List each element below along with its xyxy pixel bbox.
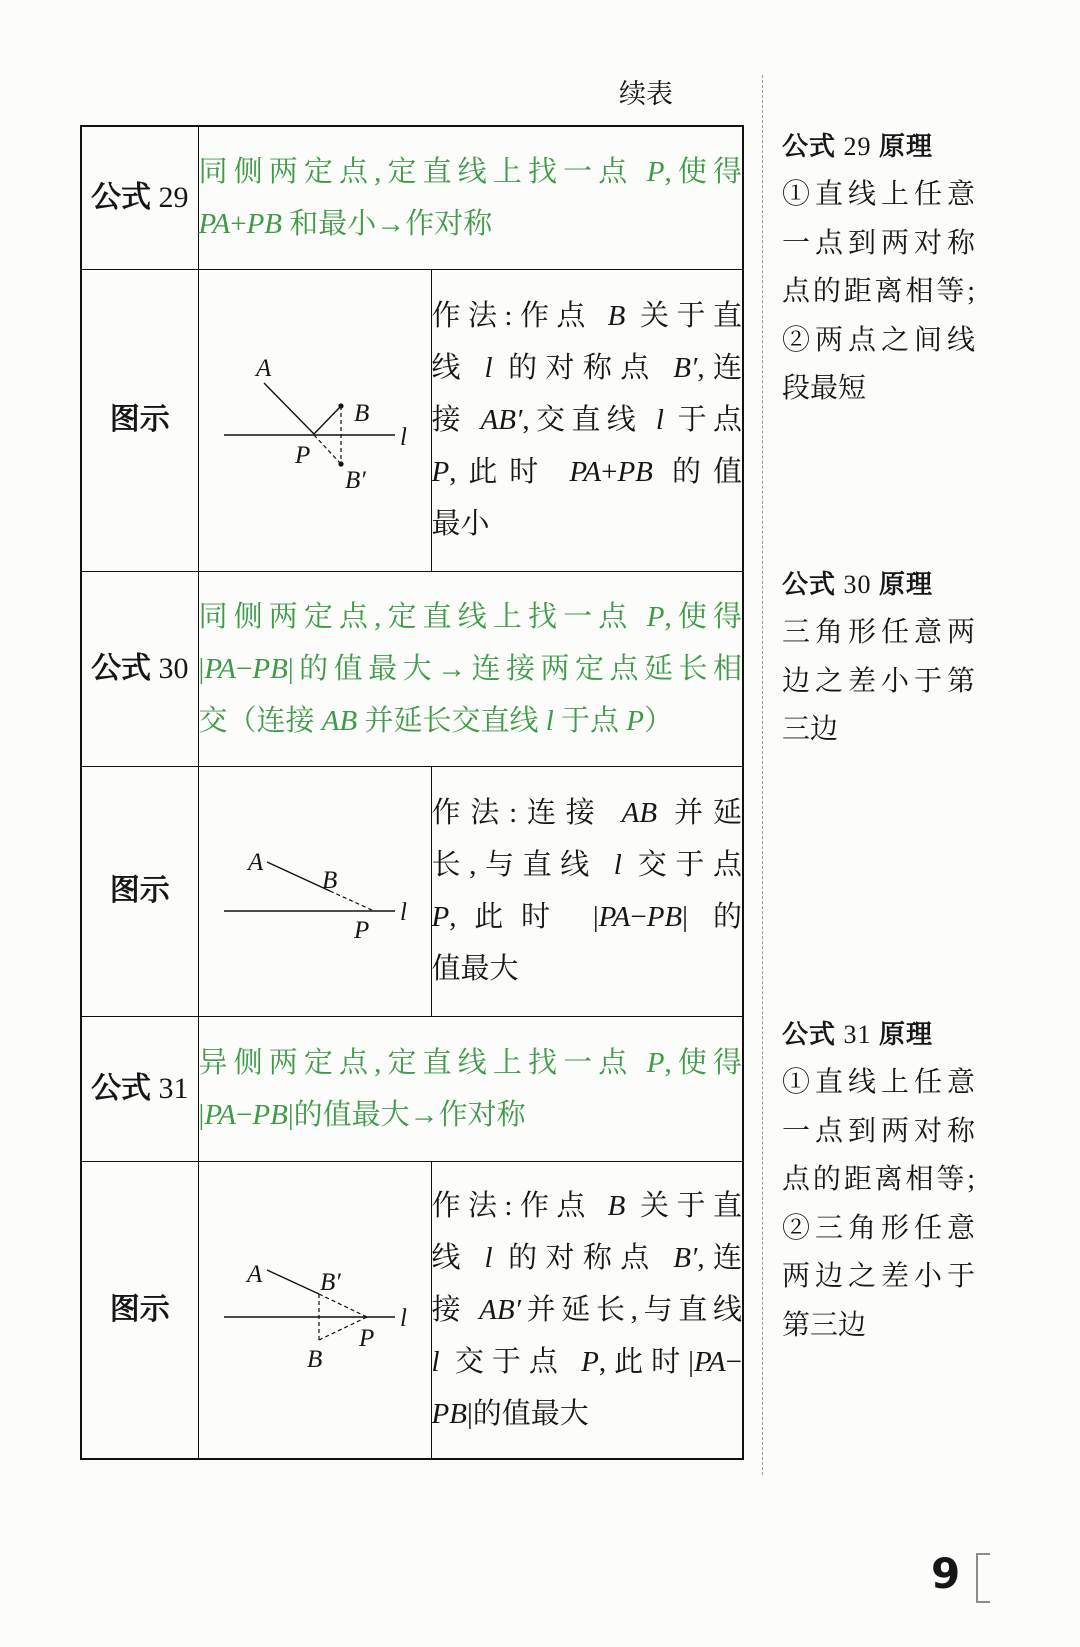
principle-line: 三边 (782, 714, 839, 745)
figure-label-cell (81, 766, 198, 1016)
extended-line-diagram (199, 767, 432, 1015)
label-l: l (399, 423, 407, 451)
segment-ap (264, 383, 314, 434)
segment-b-prime-p (319, 1294, 367, 1317)
method-line: 线 l 的对称点 B′,连 (431, 352, 742, 384)
formula-line: 同侧两定点,定直线上找一点 P,使得 (198, 600, 742, 633)
principle-line: 一点到两对称 (782, 227, 975, 259)
principle-line: 一点到两对称 (782, 1115, 975, 1147)
method-line: 作法:作点 B 关于直 (431, 1189, 742, 1222)
principle-30-note (782, 561, 975, 755)
label-b: B (306, 1345, 322, 1373)
point-b-dot (338, 403, 343, 408)
method-line: P,此时 PA+PB 的值 (431, 456, 742, 488)
method-cell (431, 1161, 743, 1459)
label-a: A (246, 1260, 262, 1288)
principle-31-note (782, 1011, 975, 1350)
principle-title: 公式 31 原理 (782, 1020, 934, 1049)
figure-31-row (81, 1161, 743, 1459)
figure-label: 图示 (109, 403, 170, 436)
label-b-prime: B′ (319, 1268, 341, 1296)
formula-line: |PA−PB|的值最大→作对称 (198, 1098, 526, 1131)
principle-line: 两边之差小于 (782, 1261, 975, 1292)
principle-line: 段最短 (782, 373, 867, 404)
method-line: 长,与直线 l 交于点 (431, 849, 742, 881)
method-line: l 交于点 P,此时|PA− (431, 1345, 742, 1378)
formula-line: |PA−PB|的值最大→连接两定点延长相 (198, 652, 742, 685)
principle-line: 三角形任意两 (782, 617, 975, 648)
figure-label: 图示 (109, 874, 170, 907)
sidebar-separator (762, 75, 763, 1475)
label-b: B (353, 399, 369, 427)
label-b-prime: B′ (344, 466, 366, 494)
figure-30-row (81, 766, 743, 1016)
figure-label-cell (81, 269, 198, 571)
formula-statement (198, 571, 743, 766)
principle-title: 公式 29 原理 (782, 132, 934, 161)
formula-line: 交（连接 AB 并延长交直线 l 于点 P） (198, 704, 674, 737)
method-line: 作法:连接 AB 并延 (431, 797, 742, 829)
method-cell (431, 766, 743, 1016)
formula-statement (198, 1016, 743, 1161)
label-a: A (247, 848, 263, 876)
principle-line: ①直线上任意 (782, 179, 975, 210)
opposite-side-diagram (199, 1162, 432, 1458)
formula-label-cell (81, 1016, 198, 1161)
label-p: P (294, 441, 310, 469)
figure-label-cell (81, 1161, 198, 1459)
point-b-prime-dot (338, 461, 343, 466)
segment-p-b-prime (314, 435, 341, 464)
formula-31-row (81, 1016, 743, 1161)
segment-pb (314, 406, 341, 434)
label-p: P (353, 916, 369, 944)
formula-label: 公式 30 (91, 651, 189, 685)
principle-29-note (782, 123, 975, 414)
page-number: 9 (931, 1549, 961, 1598)
formula-line: 异侧两定点,定直线上找一点 P,使得 (198, 1046, 742, 1079)
label-l: l (399, 1304, 407, 1332)
principle-line: 点的距离相等; (782, 276, 975, 307)
diagram-cell (198, 1161, 431, 1459)
formula-label-cell (81, 126, 198, 269)
figure-29-row (81, 269, 743, 571)
page-number-box (976, 1553, 990, 1603)
formula-table (80, 125, 744, 1460)
formula-30-row (81, 571, 743, 766)
label-l: l (399, 898, 407, 926)
figure-label: 图示 (109, 1292, 170, 1326)
principle-line: 边之差小于第 (782, 665, 975, 697)
formula-line: PA+PB 和最小→作对称 (198, 207, 493, 240)
continued-table-label: 续表 (619, 79, 673, 109)
method-line: 作法:作点 B 关于直 (431, 300, 742, 332)
principle-line: ①直线上任意 (782, 1067, 975, 1098)
method-line: 接 AB′,交直线 l 于点 (431, 404, 742, 436)
method-line: 线 l 的对称点 B′,连 (431, 1241, 742, 1274)
formula-label: 公式 31 (91, 1071, 189, 1105)
formula-statement (198, 126, 743, 269)
method-line: 最小 (431, 508, 490, 540)
label-b: B (321, 866, 337, 894)
principle-title: 公式 30 原理 (782, 570, 934, 599)
symmetric-point-diagram (199, 270, 432, 570)
formula-label: 公式 29 (91, 180, 189, 214)
formula-29-row (81, 126, 743, 269)
segment-a-b-prime (267, 1270, 319, 1294)
method-line: 值最大 (431, 953, 519, 985)
label-a: A (255, 354, 271, 382)
principle-line: ②三角形任意 (782, 1212, 975, 1244)
method-cell (431, 269, 743, 571)
method-line: 接 AB′并延长,与直线 (431, 1293, 742, 1326)
principle-line: 第三边 (782, 1309, 867, 1341)
formula-label-cell (81, 571, 198, 766)
principle-line: 点的距离相等; (782, 1164, 975, 1195)
method-line: PB|的值最大 (431, 1397, 589, 1430)
diagram-cell (198, 269, 431, 571)
label-p: P (358, 1324, 374, 1352)
segment-bp-extension (330, 891, 374, 911)
diagram-cell (198, 766, 431, 1016)
method-line: P,此时 |PA−PB| 的 (431, 901, 742, 933)
formula-line: 同侧两定点,定直线上找一点 P,使得 (198, 155, 742, 188)
principle-line: ②两点之间线 (782, 324, 975, 356)
segment-ab (267, 862, 330, 891)
